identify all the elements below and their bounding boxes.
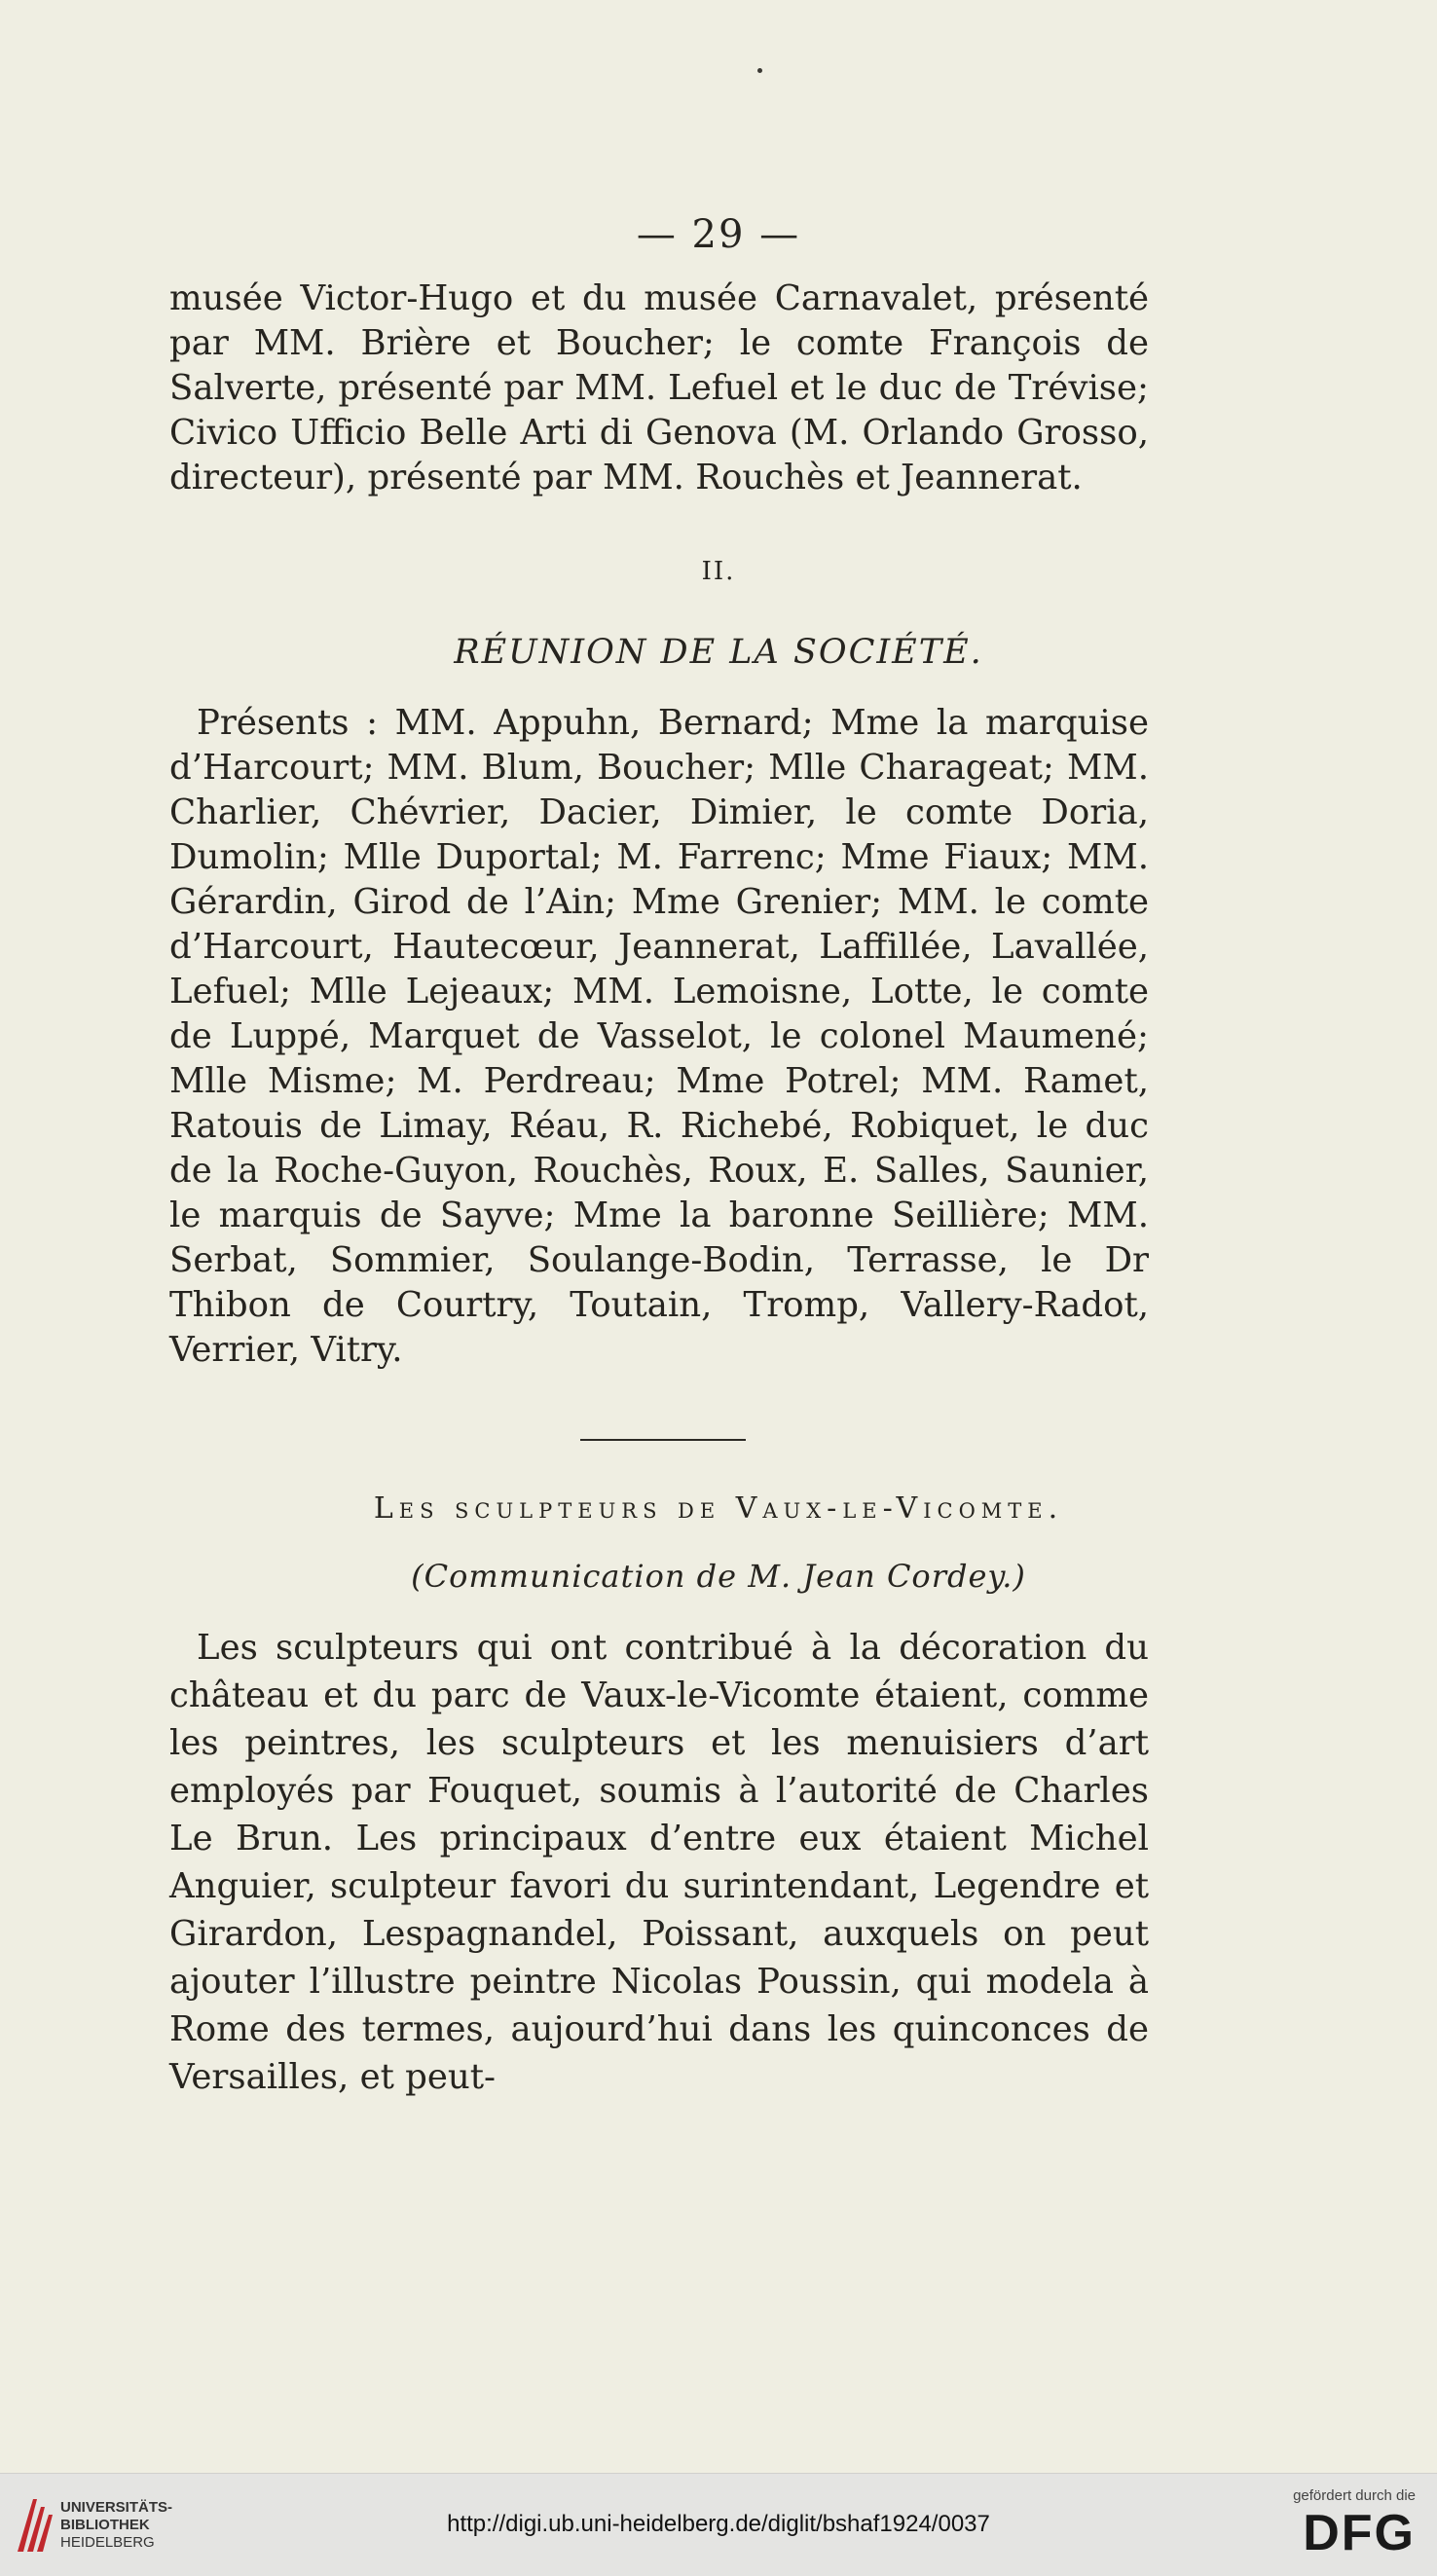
article-body-text: Les sculpteurs qui ont contribué à la décoration du château et du parc de Vaux-le-Vicomte étaient, comme les peintres, les sculpteurs et les menuisiers d’art employés par Fouquet, soumis à l’autorité de Charles Le Brun. Les principaux d’entre eux étaient Michel Anguier, sculpteur favori du surintendant, Legendre et Girardon, Lespagnandel, Poissant, auxquels on peut ajouter l’illustre peintre Nicolas Poussin, qui modela à Rome des termes, aujourd’hui dans les quinconces de Versailles, et peut- bbox=[169, 1628, 1149, 2097]
intro-text: musée Victor-Hugo et du musée Carnavalet, présenté par MM. Brière et Boucher; le comte François de Salverte, présenté par MM. Lefuel et le duc de Trévise; Civico Ufficio Belle Arti di Genova (M. Orlando Grosso, directeur), présenté par MM. Rouchès et Jeannerat. bbox=[169, 278, 1149, 497]
intro-paragraph bbox=[169, 276, 1149, 500]
article-subtitle: (Communication de M. Jean Cordey.) bbox=[411, 1558, 1026, 1595]
digitization-footer bbox=[0, 2473, 1437, 2576]
page-number: — 29 — bbox=[636, 212, 801, 257]
library-line-1: UNIVERSITÄTS- bbox=[60, 2499, 173, 2516]
library-line-3: HEIDELBERG bbox=[60, 2534, 155, 2551]
attendees-paragraph bbox=[169, 701, 1149, 1373]
article-title: Les sculpteurs de Vaux-le-Vicomte. bbox=[373, 1491, 1064, 1526]
dfg-logo: DFG bbox=[1303, 2505, 1416, 2561]
funder-block bbox=[1293, 2487, 1416, 2561]
source-url-link[interactable]: http://digi.ub.uni-heidelberg.de/diglit/bshaf1924/0037 bbox=[447, 2511, 990, 2537]
funded-by-caption: gefördert durch die bbox=[1293, 2487, 1416, 2504]
section-number: II. bbox=[701, 557, 736, 586]
section-divider bbox=[580, 1439, 746, 1441]
library-line-2: BIBLIOTHEK bbox=[60, 2517, 150, 2533]
article-body bbox=[169, 1624, 1149, 2101]
section-title: RÉUNION DE LA SOCIÉTÉ. bbox=[454, 633, 983, 672]
speck-mark bbox=[757, 68, 762, 73]
attendees-text: Présents : MM. Appuhn, Bernard; Mme la marquise d’Harcourt; MM. Blum, Boucher; Mlle Charageat; MM. Charlier, Chévrier, Dacier, Dimier, le comte Doria, Dumolin; Mlle Duportal; M. Farrenc; Mme Fiaux; MM. Gérardin, Girod de l’Ain; Mme Grenier; MM. le comte d’Harcourt, Hautecœur, Jeannerat, Laffillée, Lavallée, Lefuel; Mlle Lejeaux; MM. Lemoisne, Lotte, le comte de Luppé, Marquet de Vasselot, le colonel Maumené; Mlle Misme; M. Perdreau; Mme Potrel; MM. Ramet, Ratouis de Limay, Réau, R. Richebé, Robiquet, le duc de la Roche-Guyon, Rouchès, Roux, E. Salles, Saunier, le marquis de Sayve; Mme la baronne Seillière; MM. Serbat, Sommier, Soulange-Bodin, Terrasse, le Dr Thibon de Courtry, Toutain, Tromp, Vallery-Radot, Verrier, Vitry. bbox=[169, 703, 1149, 1370]
